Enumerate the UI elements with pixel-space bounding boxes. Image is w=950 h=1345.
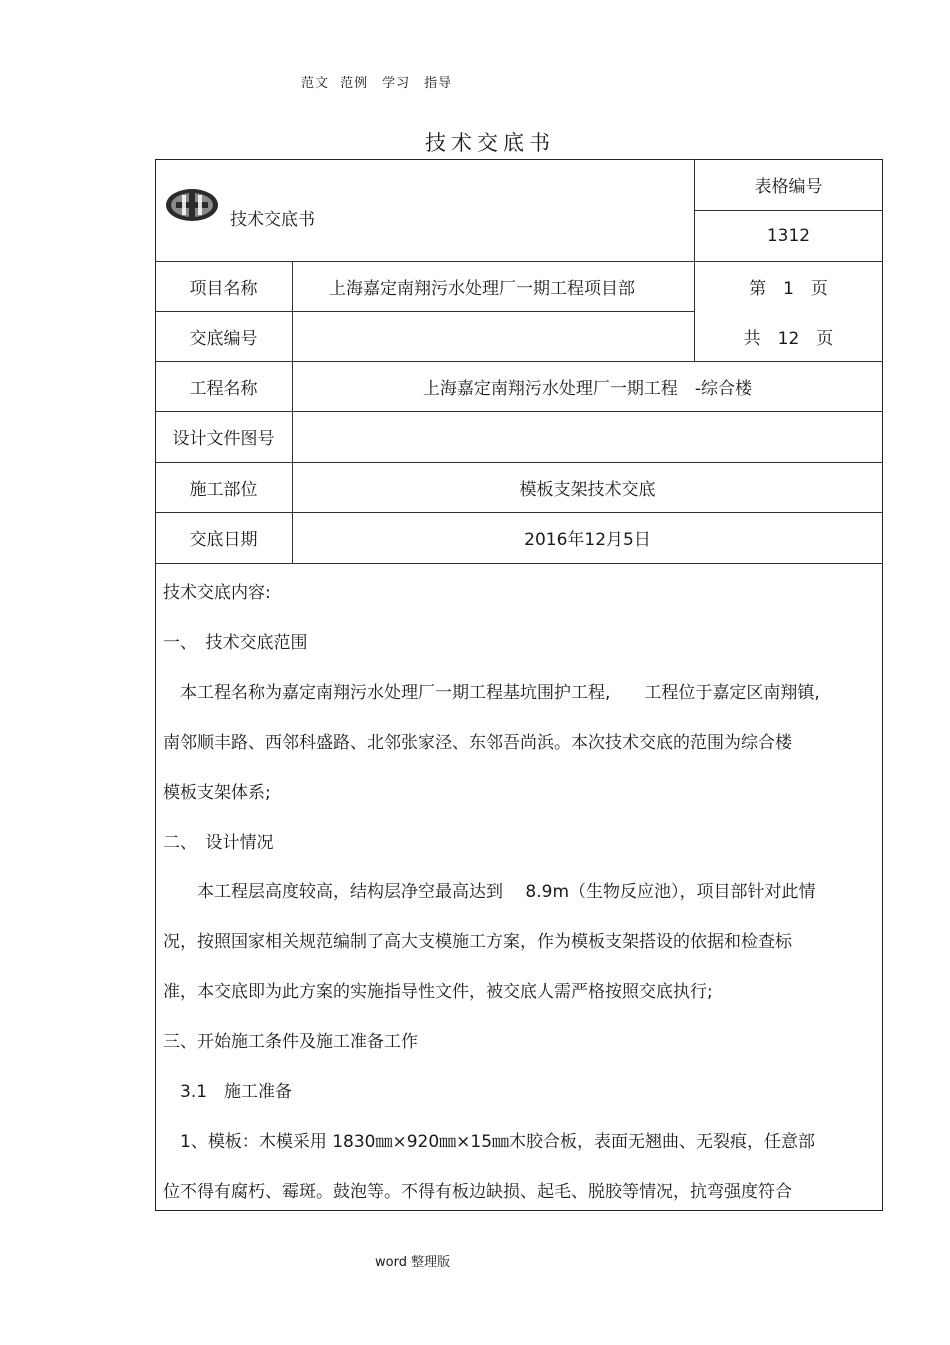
content-line: 模板支架体系; (163, 783, 271, 803)
content-line: 准，本交底即为此方案的实施指导性文件，被交底人需严格按照交底执行; (163, 982, 713, 1002)
document-title: 技术交底书 (425, 131, 555, 155)
row-divider (155, 563, 883, 564)
form-number-value: 1312 (766, 225, 811, 246)
content-line: 1、模板：木模采用 1830㎜×920㎜×15㎜木胶合板，表面无翘曲、无裂痕，任意部 (163, 1132, 816, 1152)
page-header: 范文 范例 学习 指导 (301, 76, 453, 91)
engineering-name-label: 工程名称 (189, 378, 258, 399)
company-logo-icon (164, 186, 224, 224)
page-total: 共 12 页 (743, 328, 834, 349)
disclosure-date-label: 交底日期 (189, 530, 258, 550)
disclosure-date-value: 2016年12月5日 (524, 530, 651, 550)
content-heading: 技术交底内容: (163, 583, 271, 603)
content-line: 二、 设计情况 (163, 833, 274, 853)
disclosure-no-value (292, 311, 694, 361)
content-line: 南邻顺丰路、西邻科盛路、北邻张家泾、东邻吾尚浜。本次技术交底的范围为综合楼 (163, 733, 792, 753)
engineering-name-value: 上海嘉定南翔污水处理厂一期工程 -综合楼 (422, 378, 753, 399)
disclosure-no-label: 交底编号 (189, 328, 258, 349)
project-name-value: 上海嘉定南翔污水处理厂一期工程项目部 (329, 278, 635, 299)
content-line: 位不得有腐朽、霉斑。鼓泡等。不得有板边缺损、起毛、脱胶等情况，抗弯强度符合 (163, 1182, 792, 1202)
content-line: 一、 技术交底范围 (163, 633, 308, 653)
construction-part-label: 施工部位 (189, 479, 258, 500)
form-number-label: 表格编号 (754, 177, 823, 197)
page-footer: word 整理版 (375, 1255, 451, 1270)
page-current: 第 1 页 (749, 278, 828, 299)
content-line: 本工程层高度较高，结构层净空最高达到 8.9m（生物反应池），项目部针对此情 (163, 882, 816, 902)
design-drawing-no-label: 设计文件图号 (172, 429, 275, 449)
project-name-label: 项目名称 (189, 278, 258, 299)
construction-part-value: 模板支架技术交底 (519, 479, 656, 500)
content-line: 三、开始施工条件及施工准备工作 (163, 1032, 418, 1052)
content-line: 本工程名称为嘉定南翔污水处理厂一期工程基坑围护工程, 工程位于嘉定区南翔镇, (163, 683, 820, 703)
content-line: 况，按照国家相关规范编制了高大支模施工方案，作为模板支架搭设的依据和检查标 (163, 932, 792, 952)
logo-label: 技术交底书 (230, 210, 315, 230)
content-line: 3.1 施工准备 (163, 1082, 293, 1102)
design-drawing-no-value (292, 411, 883, 462)
